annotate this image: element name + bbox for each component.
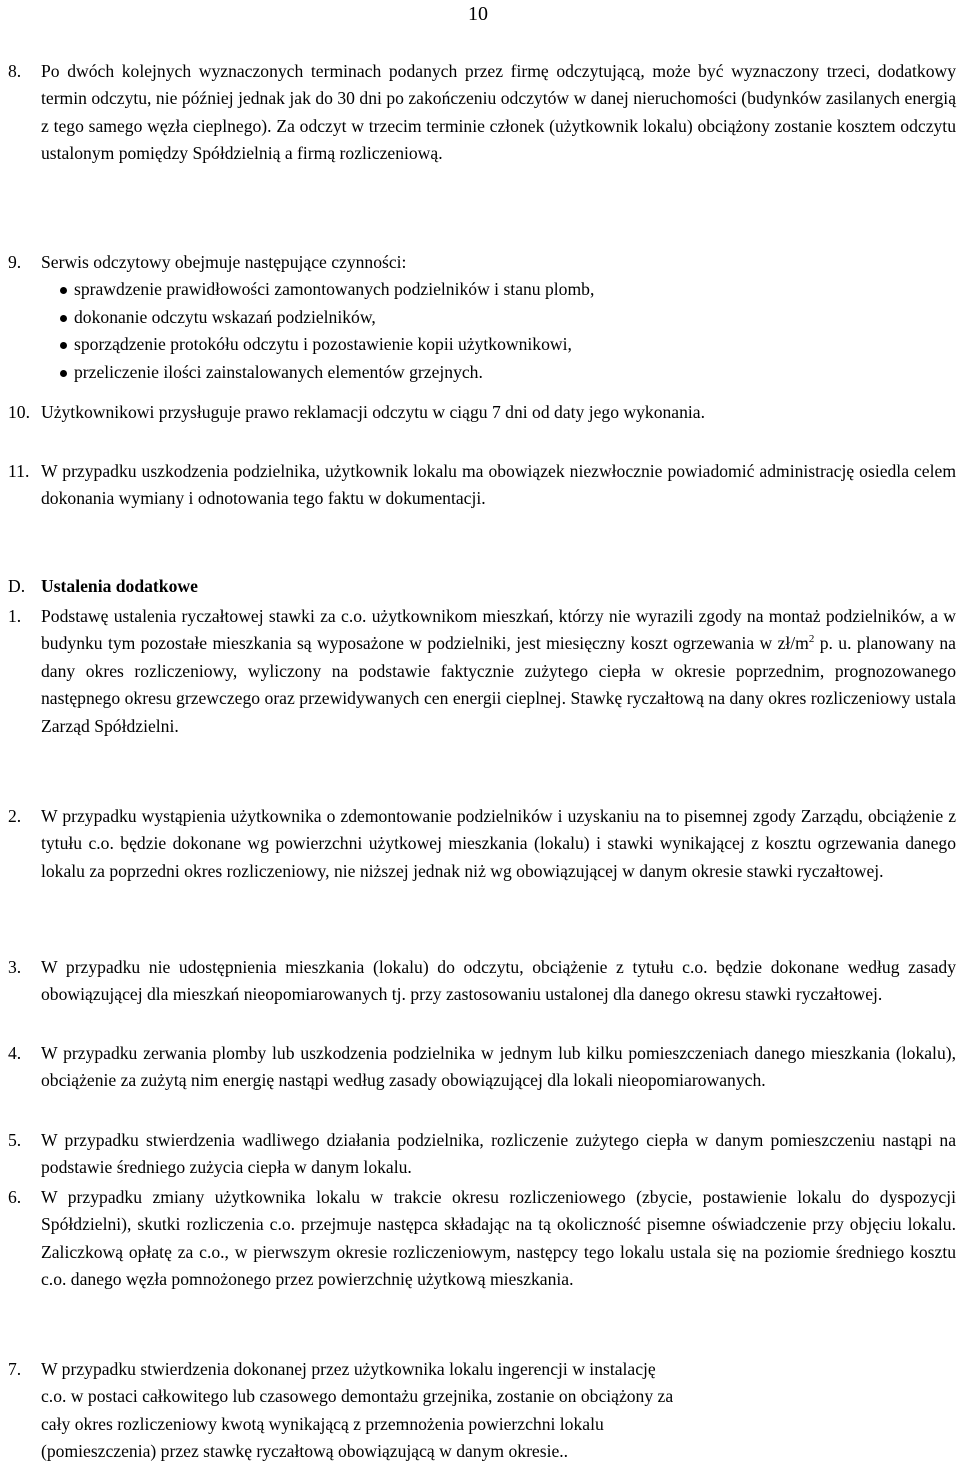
- text-line: W przypadku stwierdzenia dokonanej przez użytkownika lokalu ingerencji w instalację: [41, 1359, 656, 1379]
- item-text: W przypadku zmiany użytkownika lokalu w trakcie okresu rozliczeniowego (zbycie, postawienie lokalu do dyspozycji Spółdzielni), skutki rozliczenia c.o. przejmuje następca składając na tą okoliczność pisemne oświadczenie przy objęciu lokalu. Zaliczkową opłatę za c.o., w pierwszym okresie rozliczeniowym, następcy tego lokalu ustala się na poziomie średniego kosztu c.o. danego węzła pomnożonego przez powierzchnię użytkową mieszkania.: [41, 1187, 956, 1290]
- item-number: 11.: [8, 461, 30, 481]
- item-number: 4.: [8, 1043, 22, 1063]
- section-letter: D.: [8, 576, 26, 596]
- item-text: Serwis odczytowy obejmuje następujące czynności:: [41, 252, 407, 272]
- item-11: [8, 458, 956, 513]
- text-line: c.o. w postaci całkowitego lub czasowego demontażu grzejnika, zostanie on obciążony za: [41, 1386, 674, 1407]
- text-line: (pomieszczenia) przez stawkę ryczałtową obowiązującą w danym okresie..: [41, 1441, 569, 1462]
- bullet-item: [8, 304, 956, 331]
- list-item: [8, 458, 956, 513]
- bullet-icon: [41, 304, 74, 331]
- bullet-list: [8, 276, 956, 386]
- item-text: W przypadku zerwania plomby lub uszkodzenia podzielnika w jednym lub kilku pomieszczeniach danego mieszkania (lokalu), obciążenie za zużytą nim energię nastąpi według zasady obowiązującej dla lokali nieopomiarowanych.: [41, 1043, 956, 1091]
- item-number: 7.: [8, 1359, 22, 1379]
- list-item: [8, 399, 956, 426]
- item-text: W przypadku stwierdzenia wadliwego działania podzielnika, rozliczenie zużytego ciepła w danym pomieszczeniu nastąpi na podstawie średniego zużycia ciepła w danym lokalu.: [41, 1130, 956, 1178]
- bullet-text: przeliczenie ilości zainstalowanych elementów grzejnych.: [74, 361, 483, 382]
- section-heading: [8, 573, 956, 600]
- item-text-part: Podstawę ustalenia ryczałtowej stawki za c.o. użytkownikom mieszkań, którzy nie wyrazili zgody na montaż podzielników, a w budynku tym pozostałe mieszkania są wyposażone w podzielniki, jest miesięczny koszt ogrzewania w zł/m: [41, 606, 956, 654]
- item-text: Użytkownikowi przysługuje prawo reklamacji odczytu w ciągu 7 dni od daty jego wykonania.: [41, 402, 705, 422]
- list-item: [8, 1184, 956, 1294]
- item-text: [41, 1356, 956, 1466]
- list-item: [8, 1127, 956, 1182]
- item-text: W przypadku uszkodzenia podzielnika, użytkownik lokalu ma obowiązek niezwłocznie powiadomić administrację osiedla celem dokonania wymiany i odnotowania tego faktu w dokumentacji.: [41, 461, 956, 509]
- bullet-item: [8, 276, 956, 303]
- item-number: 5.: [8, 1130, 22, 1150]
- item-number: 2.: [8, 806, 22, 826]
- item-d3: [8, 954, 956, 1009]
- item-number: 1.: [8, 606, 22, 626]
- section-title: Ustalenia dodatkowe: [41, 576, 198, 596]
- item-text: W przypadku wystąpienia użytkownika o zdemontowanie podzielników i uzyskaniu na to pisemnej zgody Zarządu, obciążenie z tytułu c.o. będzie dokonane wg powierzchni użytkowej mieszkania (lokalu) i stawki wynikającej z kosztu ogrzewania danego lokalu za poprzedni okres rozliczeniowy, nie niższej jednak niż wg obowiązującej w danym okresie stawki ryczałtowej.: [41, 806, 956, 881]
- page-number: 10: [468, 3, 488, 25]
- item-10: [8, 399, 956, 426]
- item-d4: [8, 1040, 956, 1095]
- list-item: [8, 249, 956, 276]
- section-d-heading: [8, 573, 956, 600]
- item-d5: [8, 1127, 956, 1182]
- list-item: [8, 603, 956, 740]
- list-item: [8, 1356, 956, 1466]
- item-text: W przypadku nie udostępnienia mieszkania (lokalu) do odczytu, obciążenie z tytułu c.o. będzie dokonane według zasady obowiązującej dla mieszkań nieopomiarowanych tj. przy zastosowaniu ustalonej dla danego okresu stawki ryczałtowej.: [41, 957, 956, 1005]
- text-line: cały okres rozliczeniowy kwotą wynikającą z przemnożenia powierzchni lokalu: [41, 1413, 604, 1434]
- bullet-item: [8, 331, 956, 358]
- item-number: 3.: [8, 957, 22, 977]
- item-d1: [8, 603, 956, 740]
- item-d7: [8, 1356, 956, 1466]
- bullet-text: sporządzenie protokółu odczytu i pozostawienie kopii użytkownikowi,: [74, 334, 572, 355]
- list-item: [8, 954, 956, 1009]
- item-number: 8.: [8, 61, 22, 81]
- item-text: [41, 603, 956, 740]
- item-text: Po dwóch kolejnych wyznaczonych terminach podanych przez firmę odczytującą, może być wyznaczony trzeci, dodatkowy termin odczytu, nie później jednak jak do 30 dni po zakończeniu odczytów w danej nieruchomości (budynków zasilanych energią z tego samego węzła cieplnego). Za odczyt w trzecim terminie członek (użytkownik lokalu) obciążony zostanie kosztem odczytu ustalonym pomiędzy Spółdzielnią a firmą rozliczeniową.: [41, 61, 956, 164]
- item-number: 9.: [8, 252, 22, 272]
- list-item: [8, 1040, 956, 1095]
- bullet-text: dokonanie odczytu wskazań podzielników,: [74, 306, 376, 327]
- item-number: 6.: [8, 1187, 22, 1207]
- item-number: 10.: [8, 402, 30, 422]
- list-item: [8, 803, 956, 885]
- bullet-icon: [41, 359, 74, 386]
- item-text-part: p. u. planowany na dany okres rozliczeniowy, wyliczony na podstawie faktycznie zużytego ciepła w okresie poprzednim, prognozowanego następnego okresu grzewczego oraz przewidywanych cen energii cieplnej. Stawkę ryczałtową na dany okres rozliczeniowy ustala Zarząd Spółdzielni.: [41, 633, 956, 736]
- item-d2: [8, 803, 956, 885]
- bullet-item: [8, 359, 956, 386]
- item-d6: [8, 1184, 956, 1294]
- item-9: [8, 249, 956, 386]
- bullet-text: sprawdzenie prawidłowości zamontowanych podzielników i stanu plomb,: [74, 279, 595, 300]
- list-item: [8, 58, 956, 168]
- bullet-icon: [41, 276, 74, 303]
- item-8: [8, 58, 956, 168]
- bullet-icon: [41, 331, 74, 358]
- superscript: 2: [808, 633, 815, 646]
